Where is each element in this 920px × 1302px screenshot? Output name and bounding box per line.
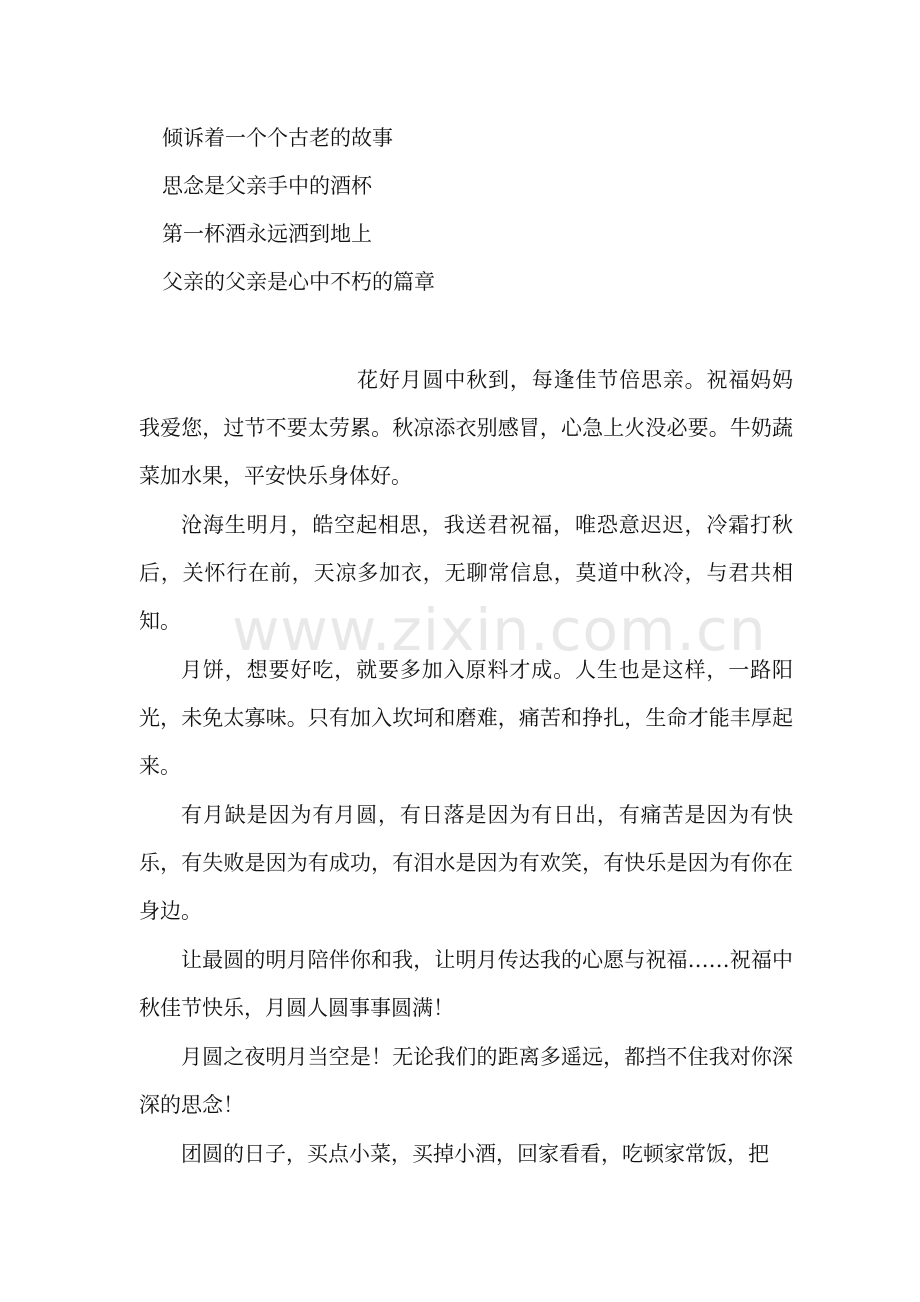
poem-line: 父亲的父亲是心中不朽的篇章: [162, 270, 435, 294]
paragraph: 让最圆的明月陪伴你和我，让明月传达我的心愿与祝福……祝福中秋佳节快乐，月圆人圆事事圆满！: [139, 948, 793, 1020]
poem-block: [162, 114, 802, 306]
paragraph: 有月缺是因为有月圆，有日落是因为有日出，有痛苦是因为有快乐，有失败是因为有成功，有泪水是因为有欢笑，有快乐是因为有你在身边。: [139, 803, 793, 923]
paragraph: 花好月圆中秋到，每逢佳节倍思亲。祝福妈妈我爱您，过节不要太劳累。秋凉添衣别感冒，心急上火没必要。牛奶蔬菜加水果，平安快乐身体好。: [139, 368, 793, 488]
paragraph: 团圆的日子，买点小菜，买掉小酒，回家看看，吃顿家常饭，把: [181, 1142, 769, 1166]
poem-line: 思念是父亲手中的酒杯: [162, 174, 372, 198]
paragraph: 沧海生明月，皓空起相思，我送君祝福，唯恐意迟迟，冷霜打秋后，关怀行在前，天凉多加衣，无聊常信息，莫道中秋冷，与君共相知。: [139, 513, 793, 633]
paragraph: 月饼，想要好吃，就要多加入原料才成。人生也是这样，一路阳光，未免太寡味。只有加入坎坷和磨难，痛苦和挣扎，生命才能丰厚起来。: [139, 658, 793, 778]
poem-line: 倾诉着一个个古老的故事: [162, 126, 393, 150]
paragraph: 月圆之夜明月当空是！无论我们的距离多遥远，都挡不住我对你深深的思念！: [139, 1045, 793, 1117]
poem-line: 第一杯酒永远洒到地上: [162, 222, 372, 246]
watermark: www.zixin.com.cn: [232, 596, 767, 664]
body-text: [139, 356, 793, 1179]
